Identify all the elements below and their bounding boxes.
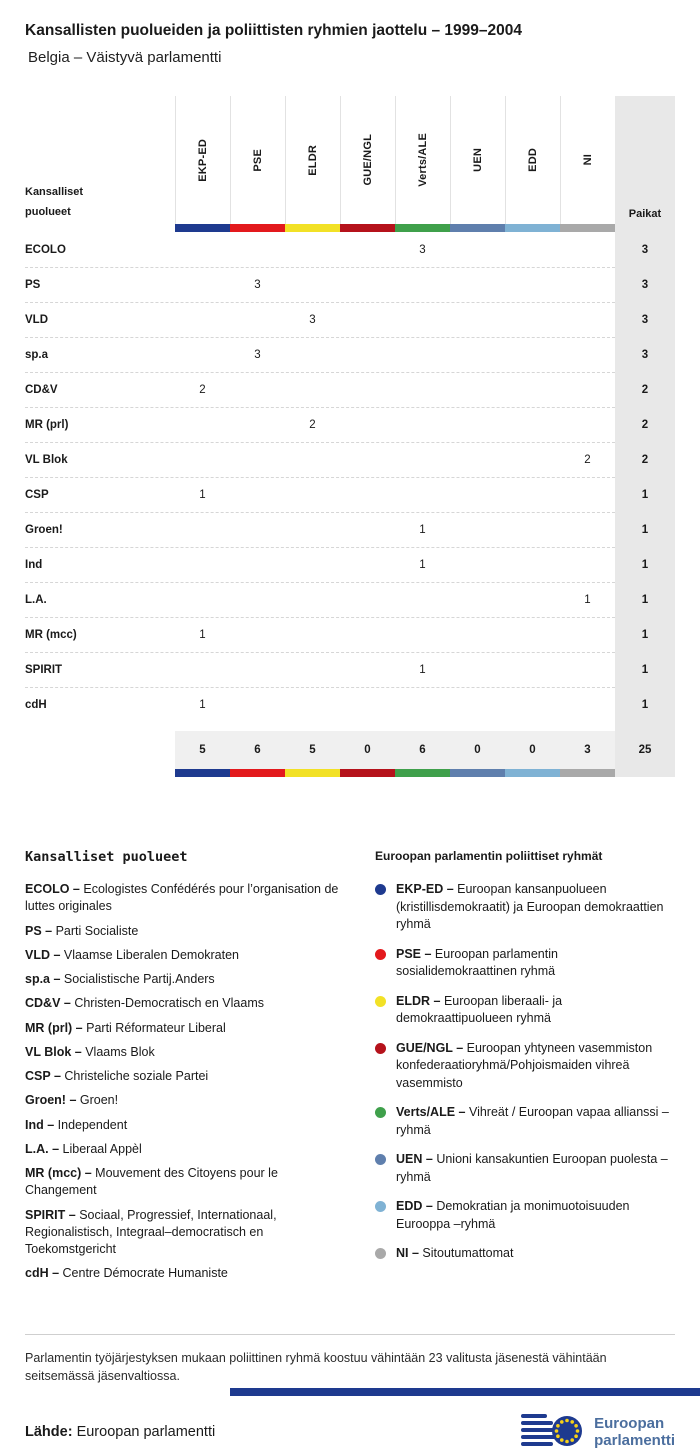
group-color-bar [175, 224, 230, 232]
party-legend-item [25, 1020, 349, 1037]
value-cell [560, 687, 615, 722]
party-name: cdH [25, 698, 47, 711]
group-column-eldr [285, 96, 340, 232]
value-cell [395, 687, 450, 722]
party-abbr: PS – [25, 923, 53, 938]
group-color-bar [450, 224, 505, 232]
value-cell [230, 582, 285, 617]
page-subtitle: Belgia – Väistyvä parlamentti [28, 49, 222, 66]
value-cell [230, 477, 285, 512]
value-cell [175, 337, 230, 372]
party-legend-item [25, 1068, 349, 1085]
seats-cell: 1 [641, 523, 649, 536]
party-name: MR (prl) [25, 418, 69, 431]
value-cell [450, 302, 505, 337]
party-fullname: Parti Réformateur Liberal [86, 1020, 226, 1035]
group-label: Verts/ALE [417, 133, 429, 187]
seats-cell: 1 [641, 593, 649, 606]
table-row [25, 337, 675, 372]
value-cell [230, 232, 285, 267]
party-abbr: VLD – [25, 947, 61, 962]
group-color-dot [375, 949, 386, 960]
value-cell [340, 477, 395, 512]
party-legend-item [25, 1044, 349, 1061]
value-cell: 2 [199, 383, 206, 396]
value-cell [175, 442, 230, 477]
party-abbr: cdH – [25, 1266, 60, 1281]
table-row [25, 687, 675, 722]
table-body [25, 232, 675, 722]
value-cell [285, 617, 340, 652]
party-fullname: Mouvement des Citoyens pour le Changement [25, 1166, 278, 1198]
group-legend-item [375, 1151, 675, 1186]
value-cell [285, 232, 340, 267]
group-column-gue-ngl [340, 96, 395, 232]
value-cell: 1 [419, 523, 426, 536]
value-cell [560, 547, 615, 582]
seats-cell: 1 [641, 558, 649, 571]
value-cell: 1 [199, 488, 206, 501]
value-cell [450, 442, 505, 477]
party-name: SPIRIT [25, 663, 63, 676]
page-title: Kansallisten puolueiden ja poliittisten ryhmien jaottelu – 1999–2004 [25, 22, 523, 39]
value-cell [175, 407, 230, 442]
value-cell [285, 547, 340, 582]
group-legend-item [375, 1040, 675, 1093]
group-color-bar [230, 224, 285, 232]
group-column-pse [230, 96, 285, 232]
legends [25, 849, 675, 1290]
source-row [25, 1410, 675, 1454]
group-color-bar [285, 224, 340, 232]
value-cell [285, 372, 340, 407]
party-fullname: Sociaal, Progressief, Internationaal, Regionalistisch, Integraal–democratisch en Toekomstgericht [25, 1207, 277, 1256]
value-cell [505, 267, 560, 302]
party-fullname: Christen-Democratisch en Vlaams [74, 996, 264, 1011]
value-cell [505, 302, 560, 337]
seats-cell: 2 [641, 418, 649, 431]
table-header [25, 96, 675, 232]
value-cell [230, 547, 285, 582]
party-legend-item [25, 1092, 349, 1109]
value-cell [505, 512, 560, 547]
value-cell [340, 372, 395, 407]
party-abbr: CSP – [25, 1069, 61, 1083]
value-cell [230, 512, 285, 547]
group-color-dot [375, 884, 386, 895]
party-fullname: Vlaams Blok [85, 1044, 155, 1059]
seats-cell: 1 [641, 663, 649, 676]
source-line [25, 1424, 215, 1440]
value-cell [340, 547, 395, 582]
table-row [25, 232, 675, 267]
party-name: Ind [25, 558, 43, 571]
value-cell [395, 477, 450, 512]
value-cell [505, 652, 560, 687]
group-column-edd [505, 96, 560, 232]
group-column-ekp-ed [175, 96, 230, 232]
value-cell [505, 617, 560, 652]
value-cell [175, 302, 230, 337]
value-cell [285, 582, 340, 617]
table-row [25, 512, 675, 547]
group-label: PSE [252, 148, 264, 172]
party-abbr: MR (prl) – [25, 1020, 83, 1035]
group-color-bar [505, 224, 560, 232]
ep-logo-icon [521, 1410, 585, 1454]
value-cell [340, 687, 395, 722]
source-value: Euroopan parlamentti [76, 1424, 216, 1440]
group-desc: EKP-ED – Euroopan kansanpuolueen (kristillisdemokraatit) ja Euroopan demokraattien ryhmä [396, 882, 664, 931]
bar-tail [615, 769, 675, 777]
party-name: CD&V [25, 383, 58, 396]
group-color-dot [375, 1043, 386, 1054]
total-cell: 3 [560, 731, 615, 769]
total-seats-cell: 25 [638, 744, 652, 756]
party-fullname: Parti Socialiste [55, 923, 139, 938]
seats-cell: 1 [641, 488, 649, 501]
value-cell: 1 [199, 698, 206, 711]
group-color-bar [175, 769, 230, 777]
value-cell [230, 617, 285, 652]
table-row [25, 267, 675, 302]
value-cell [340, 442, 395, 477]
group-color-dot [375, 1201, 386, 1212]
value-cell [175, 652, 230, 687]
seats-cell: 3 [641, 278, 649, 291]
value-cell [230, 302, 285, 337]
value-cell [560, 337, 615, 372]
value-cell [285, 477, 340, 512]
value-cell [285, 267, 340, 302]
party-legend-item [25, 1207, 349, 1259]
value-cell [560, 512, 615, 547]
table-row [25, 547, 675, 582]
group-label: GUE/NGL [362, 134, 374, 186]
value-cell [230, 652, 285, 687]
value-cell [450, 547, 505, 582]
party-abbr: VL Blok – [25, 1044, 82, 1059]
table-row [25, 582, 675, 617]
total-cell: 6 [395, 731, 450, 769]
value-cell [505, 687, 560, 722]
value-cell [340, 582, 395, 617]
group-color-bar [340, 769, 395, 777]
party-abbr: Groen! – [25, 1093, 77, 1108]
party-name: Groen! [25, 523, 63, 536]
value-cell [340, 652, 395, 687]
party-abbr: L.A. – [25, 1141, 60, 1156]
party-fullname: Groen! [79, 1093, 119, 1108]
group-label: EDD [527, 148, 539, 172]
party-abbr: CD&V – [25, 996, 71, 1011]
group-column-ni [560, 96, 615, 232]
ep-logo [521, 1410, 675, 1454]
group-label: UEN [472, 148, 484, 172]
group-color-bar [560, 769, 615, 777]
party-fullname: Ecologistes Confédérés pour l’organisation de luttes originales [25, 882, 339, 914]
seats-cell: 2 [641, 383, 649, 396]
table-row [25, 652, 675, 687]
value-cell [285, 512, 340, 547]
group-label: NI [582, 154, 594, 166]
party-fullname: Socialistische Partij.Anders [63, 972, 215, 986]
value-cell [560, 267, 615, 302]
table-row [25, 477, 675, 512]
party-legend-item [25, 947, 349, 964]
value-cell [560, 372, 615, 407]
parties-legend [25, 849, 375, 1290]
group-color-dot [375, 1248, 386, 1259]
value-cell [450, 267, 505, 302]
table-row [25, 302, 675, 337]
bottom-color-bars [25, 769, 675, 777]
group-legend-item [375, 1198, 675, 1233]
party-legend-item [25, 923, 349, 940]
total-cell: 0 [505, 731, 560, 769]
party-legend-item [25, 971, 349, 988]
table-row [25, 372, 675, 407]
value-cell [450, 582, 505, 617]
party-fullname: Christeliche soziale Partei [64, 1069, 209, 1083]
ep-logo-text: Euroopan parlamentti [594, 1414, 675, 1449]
party-name: L.A. [25, 593, 47, 606]
corner-label: Kansalliset puolueet [25, 186, 84, 218]
totals-spacer [25, 731, 175, 769]
value-cell [285, 687, 340, 722]
group-column-verts-ale [395, 96, 450, 232]
value-cell [230, 687, 285, 722]
value-cell [560, 302, 615, 337]
totals-row [25, 731, 675, 769]
group-color-bar [395, 769, 450, 777]
group-color-bar [560, 224, 615, 232]
value-cell [340, 407, 395, 442]
groups-legend-title: Euroopan parlamentin poliittiset ryhmät [375, 849, 603, 863]
party-abbr: sp.a – [25, 972, 61, 986]
table-row [25, 442, 675, 477]
group-legend-item [375, 881, 675, 934]
party-legend-item [25, 1165, 349, 1200]
group-desc: PSE – Euroopan parlamentin sosialidemokraattinen ryhmä [396, 946, 558, 978]
value-cell [340, 302, 395, 337]
parties-legend-title: Kansalliset puolueet [25, 849, 188, 865]
value-cell [505, 582, 560, 617]
group-column-uen [450, 96, 505, 232]
seats-cell: 3 [641, 348, 649, 361]
value-cell [340, 337, 395, 372]
party-abbr: SPIRIT – [25, 1207, 76, 1222]
value-cell: 2 [584, 453, 591, 466]
group-label: ELDR [307, 144, 319, 176]
value-cell [450, 407, 505, 442]
value-cell [560, 407, 615, 442]
value-cell [395, 617, 450, 652]
party-abbr: ECOLO – [25, 882, 80, 896]
value-cell [175, 512, 230, 547]
party-legend-item [25, 1117, 349, 1134]
value-cell [505, 337, 560, 372]
total-cell: 0 [450, 731, 505, 769]
total-cell: 6 [230, 731, 285, 769]
party-fullname: Liberaal Appèl [62, 1141, 142, 1156]
value-cell [175, 547, 230, 582]
bottom-bar [230, 1388, 700, 1396]
group-legend-item [375, 993, 675, 1028]
group-desc: UEN – Unioni kansakuntien Euroopan puolesta – ryhmä [396, 1152, 668, 1184]
seats-cell: 3 [641, 313, 649, 326]
group-legend-item [375, 1104, 675, 1139]
total-cell: 5 [285, 731, 340, 769]
value-cell [340, 267, 395, 302]
table-row [25, 617, 675, 652]
value-cell [395, 267, 450, 302]
value-cell [175, 582, 230, 617]
value-cell [395, 302, 450, 337]
value-cell [505, 407, 560, 442]
value-cell [395, 407, 450, 442]
value-cell [340, 617, 395, 652]
party-abbr: MR (mcc) – [25, 1166, 92, 1180]
value-cell: 1 [584, 593, 591, 606]
value-cell [505, 547, 560, 582]
value-cell [395, 582, 450, 617]
seats-cell: 3 [641, 243, 649, 256]
group-color-dot [375, 1154, 386, 1165]
value-cell [450, 617, 505, 652]
total-cell: 5 [175, 731, 230, 769]
group-color-dot [375, 1107, 386, 1118]
group-color-dot [375, 996, 386, 1007]
value-cell [505, 442, 560, 477]
corner-cell [25, 96, 175, 232]
value-cell [560, 652, 615, 687]
value-cell: 2 [309, 418, 316, 431]
value-cell [395, 372, 450, 407]
value-cell [175, 232, 230, 267]
party-name: MR (mcc) [25, 628, 77, 641]
value-cell: 1 [419, 558, 426, 571]
value-cell [450, 337, 505, 372]
total-cell: 0 [340, 731, 395, 769]
value-cell [285, 337, 340, 372]
group-color-bar [230, 769, 285, 777]
table-row [25, 407, 675, 442]
value-cell [230, 407, 285, 442]
party-name: ECOLO [25, 243, 66, 256]
party-name: VLD [25, 313, 48, 326]
bar-spacer [25, 769, 175, 777]
value-cell: 3 [254, 348, 261, 361]
value-cell [340, 232, 395, 267]
seats-cell: 1 [641, 698, 649, 711]
group-desc: Verts/ALE – Vihreät / Euroopan vapaa allianssi – ryhmä [396, 1105, 669, 1137]
group-desc: GUE/NGL – Euroopan yhtyneen vasemmiston konfederaatioryhmä/Pohjoismaiden vihreä vasemmisto [396, 1040, 653, 1090]
party-legend-item [25, 881, 349, 916]
value-cell: 1 [199, 628, 206, 641]
value-cell: 3 [254, 278, 261, 291]
source-label: Lähde: [25, 1424, 73, 1440]
group-legend-item [375, 1245, 675, 1263]
seats-column-header: Paikat [628, 208, 662, 220]
party-fullname: Centre Démocrate Humaniste [62, 1266, 228, 1281]
value-cell [505, 477, 560, 512]
value-cell [450, 687, 505, 722]
value-cell: 3 [419, 243, 426, 256]
party-abbr: Ind – [25, 1117, 55, 1132]
seats-table [25, 96, 675, 777]
value-cell [230, 372, 285, 407]
group-label: EKP-ED [197, 138, 209, 182]
seats-cell: 1 [641, 628, 649, 641]
party-name: CSP [25, 488, 49, 501]
group-color-bar [340, 224, 395, 232]
value-cell [450, 372, 505, 407]
party-name: sp.a [25, 348, 49, 361]
group-legend-item [375, 946, 675, 981]
value-cell [560, 477, 615, 512]
value-cell [340, 512, 395, 547]
value-cell [395, 337, 450, 372]
party-legend-item [25, 1265, 349, 1282]
group-desc: EDD – Demokratian ja monimuotoisuuden Eurooppa –ryhmä [396, 1199, 630, 1231]
value-cell: 1 [419, 663, 426, 676]
group-color-bar [505, 769, 560, 777]
seats-cell: 2 [641, 453, 649, 466]
party-fullname: Vlaamse Liberalen Demokraten [63, 947, 240, 962]
group-desc: ELDR – Euroopan liberaali- ja demokraattipuolueen ryhmä [396, 993, 563, 1025]
value-cell [175, 267, 230, 302]
party-legend-item [25, 1141, 349, 1158]
value-cell [450, 512, 505, 547]
value-cell [450, 232, 505, 267]
value-cell: 3 [309, 313, 316, 326]
value-cell [450, 652, 505, 687]
value-cell [285, 652, 340, 687]
party-fullname: Independent [57, 1117, 128, 1132]
footnote: Parlamentin työjärjestyksen mukaan poliittinen ryhmä koostuu vähintään 23 valitusta jäsenestä vähintään seitsemässä jäsenvaltiossa. [25, 1334, 675, 1387]
value-cell [505, 232, 560, 267]
value-cell [285, 442, 340, 477]
group-color-bar [285, 769, 340, 777]
party-name: VL Blok [25, 453, 68, 466]
value-cell [560, 617, 615, 652]
party-legend-item [25, 995, 349, 1012]
party-name: PS [25, 278, 41, 291]
group-color-bar [395, 224, 450, 232]
value-cell [560, 232, 615, 267]
value-cell [450, 477, 505, 512]
value-cell [505, 372, 560, 407]
groups-legend [375, 849, 675, 1290]
group-desc: NI – Sitoutumattomat [396, 1246, 514, 1260]
value-cell [230, 442, 285, 477]
group-color-bar [450, 769, 505, 777]
value-cell [395, 442, 450, 477]
